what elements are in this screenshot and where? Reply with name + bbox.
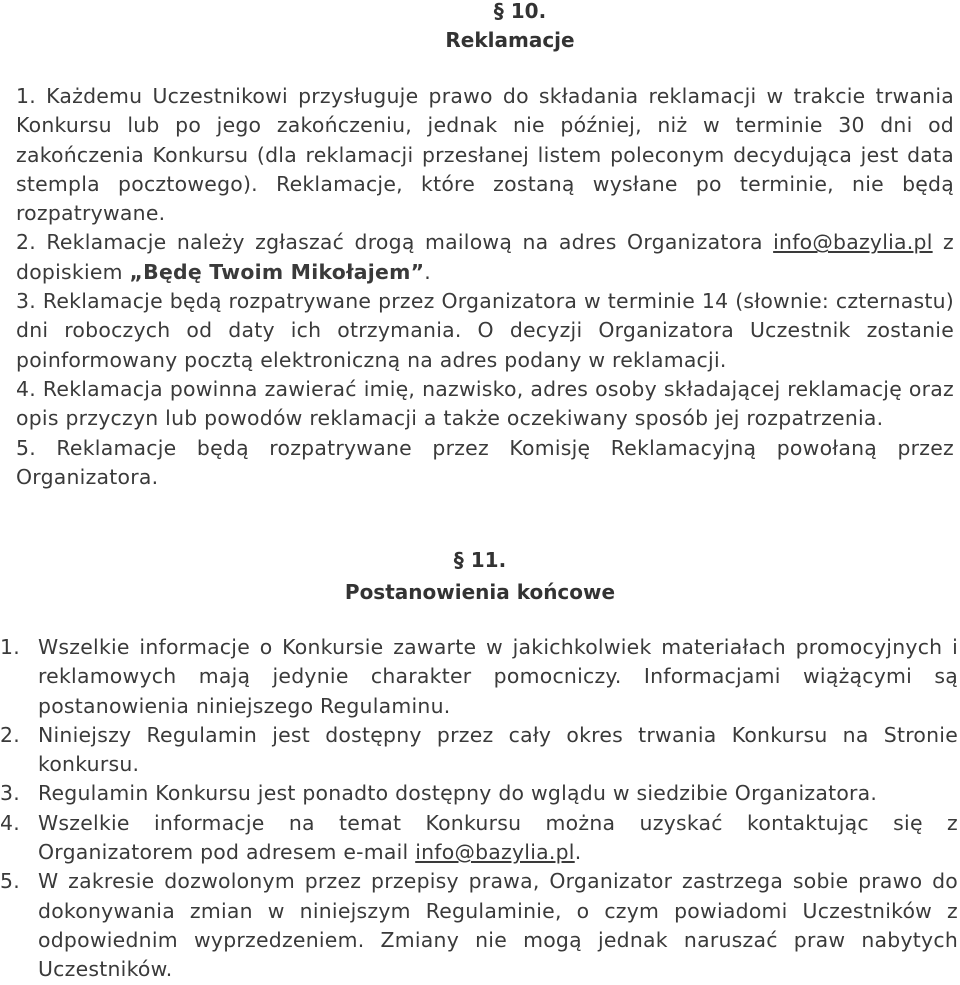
- item-text: Każdemu Uczestnikowi przysługuje prawo do składania reklamacji w trakcie trwania Konkursu lub po jego zakończeniu, jednak nie później, niż w terminie 30 dni od zakończenia Konkursu (dla reklamacji przesłanej listem poleconym decydująca jest data stempla pocztowego). Reklamacje, które zostaną wysłane po terminie, nie będą rozpatrywane.: [16, 84, 954, 226]
- item-number: 1.: [0, 635, 20, 659]
- contest-name-quote: „Będę Twoim Mikołajem”: [129, 259, 425, 284]
- email-link[interactable]: info@bazylia.pl: [415, 840, 575, 865]
- section-11-title: Postanowienia końcowe: [344, 580, 616, 604]
- email-link[interactable]: info@bazylia.pl: [773, 230, 933, 255]
- item-number: 3.: [16, 289, 36, 314]
- item-text: .: [424, 259, 431, 284]
- item-number: 5.: [16, 435, 36, 460]
- section-10-item-1: [16, 82, 954, 228]
- section-10-item-3: [16, 287, 954, 375]
- section-11-item-5: [0, 867, 958, 984]
- section-10-title: Reklamacje: [445, 28, 575, 52]
- section-11-item-2: [0, 721, 958, 780]
- item-text: Reklamacja powinna zawierać imię, nazwisko, adres osoby składającej reklamację oraz opis przyczyn lub powodów reklamacji a także oczekiwany sposób jej rozpatrzenia.: [16, 376, 954, 431]
- item-number: 4.: [0, 810, 20, 835]
- item-number: 4.: [16, 376, 36, 401]
- item-text: Niniejszy Regulamin jest dostępny przez cały okres trwania Konkursu na Stronie konkursu.: [38, 722, 958, 777]
- section-10-item-2: [16, 228, 954, 287]
- section-11-item-3: [0, 779, 958, 808]
- section-11-item-4: [0, 809, 958, 868]
- item-number: 2.: [16, 230, 36, 255]
- item-text: z dopiskiem: [16, 230, 955, 284]
- section-11-list: [0, 633, 958, 985]
- item-text: Wszelkie informacje na temat Konkursu można uzyskać kontaktując się z Organizatorem pod adresem e-mail: [38, 810, 958, 865]
- item-text: Wszelkie informacje o Konkursie zawarte w jakichkolwiek materiałach promocyjnych i reklamowych mają jedynie charakter pomocniczy. Informacjami wiążącymi są postanowienia niniejszego Regulaminu.: [38, 635, 958, 718]
- section-10-item-4: [16, 375, 954, 434]
- item-text: Reklamacje będą rozpatrywane przez Komisję Reklamacyjną powołaną przez Organizatora.: [16, 435, 954, 489]
- item-number: 2.: [0, 722, 20, 747]
- item-text: W zakresie dozwolonym przez przepisy prawa, Organizator zastrzega sobie prawo do dokonywania zmian w niniejszym Regulaminie, o czym powiadomi Uczestników z odpowiednim wyprzedzeniem. Zmiany nie mogą jednak naruszać praw nabytych Uczestników.: [38, 869, 958, 982]
- item-text: Regulamin Konkursu jest ponadto dostępny do wglądu w siedzibie Organizatora.: [38, 781, 878, 806]
- section-10-number: § 10.: [493, 0, 547, 23]
- item-number: 3.: [0, 781, 20, 806]
- item-number: 1.: [16, 84, 36, 108]
- item-text: .: [574, 840, 582, 865]
- item-text: Reklamacje należy zgłaszać drogą mailową na adres Organizatora: [35, 230, 774, 255]
- item-number: 5.: [0, 869, 20, 894]
- item-text: Reklamacje będą rozpatrywane przez Organizatora w terminie 14 (słownie: czternastu) dni roboczych od daty ich otrzymania. O decyzji Organizatora Uczestnik zostanie poinformowany pocztą elektroniczną na adres podany w reklamacji.: [16, 289, 954, 372]
- section-10-item-5: [16, 434, 954, 493]
- section-11-item-1: [0, 633, 958, 721]
- section-11-number: § 11.: [453, 548, 507, 572]
- section-10-list: [16, 82, 954, 492]
